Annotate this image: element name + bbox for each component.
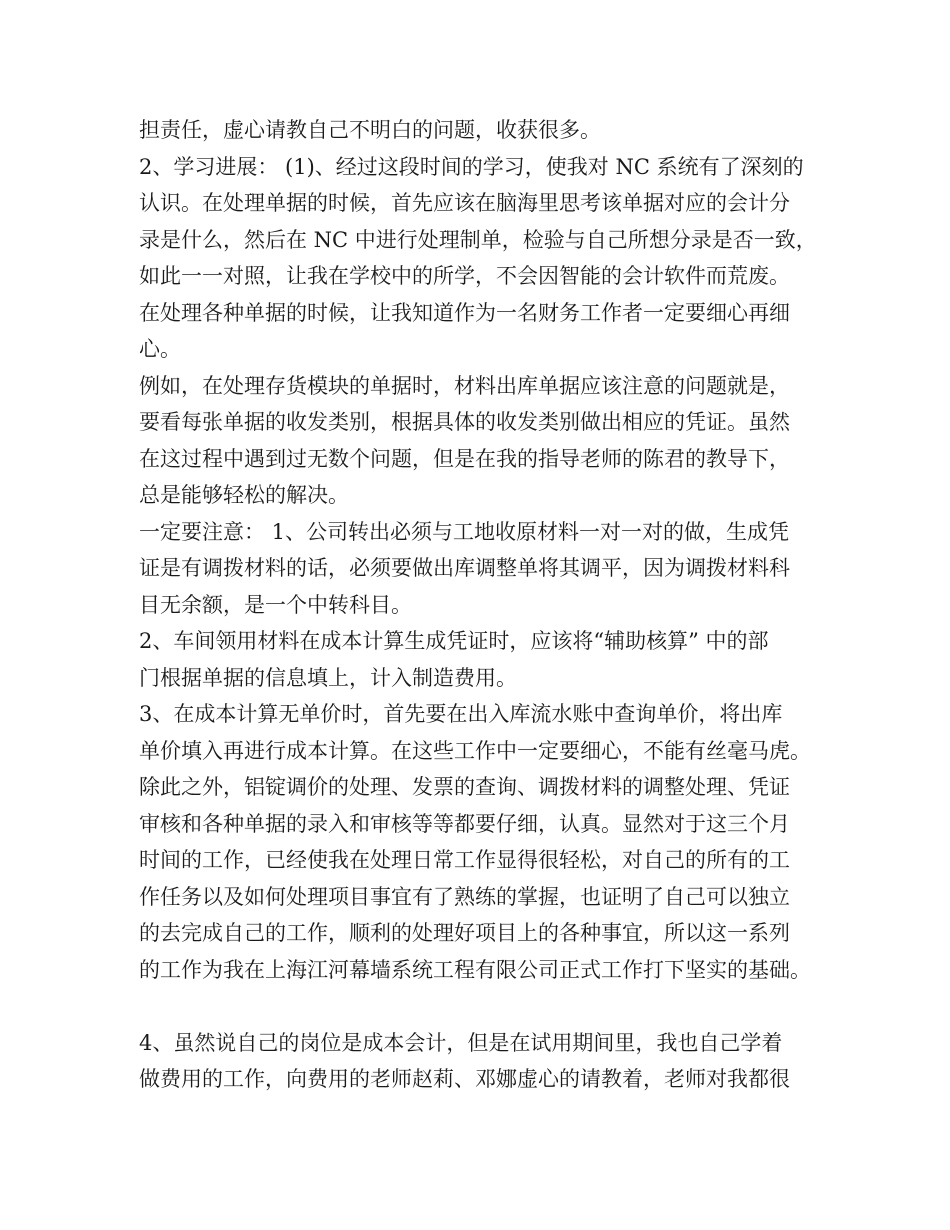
text-line: 如此一一对照，让我在学校中的所学，不会因智能的会计软件而荒废。 xyxy=(139,264,790,288)
text-line: 2、车间领用材料在成本计算生成凭证时，应该将“辅助核算” 中的部 xyxy=(139,629,769,653)
text-line: 要看每张单据的收发类别，根据具体的收发类别做出相应的凭证。虽然 xyxy=(139,410,790,434)
text-line: 在这过程中遇到过无数个问题，但是在我的指导老师的陈君的教导下， xyxy=(139,446,790,471)
text-line: 例如，在处理存货模块的单据时，材料出库单据应该注意的问题就是， xyxy=(139,373,790,398)
text-line: 证是有调拨材料的话，必须要做出库调整单将其调平，因为调拨材料科 xyxy=(139,556,790,580)
document-body xyxy=(139,112,829,1098)
text-line: 2、学习进展： (1)、经过这段时间的学习，使我对 NC 系统有了深刻的 xyxy=(139,154,804,179)
text-line: 总是能够轻松的解决。 xyxy=(139,483,349,507)
text-line: 除此之外，铝锭调价的处理、发票的查询、调拨材料的调整处理、凭证 xyxy=(139,775,790,799)
text-line: 担责任，虚心请教自己不明白的问题，收获很多。 xyxy=(139,118,601,142)
text-line: 在处理各种单据的时候，让我知道作为一名财务工作者一定要细心再细 xyxy=(139,300,790,325)
text-line: 目无余额，是一个中转科目。 xyxy=(139,592,412,617)
text-line: 一定要注意： 1、公司转出必须与工地收原材料一对一对的做，生成凭 xyxy=(139,519,790,544)
paragraph-gap xyxy=(139,988,829,1025)
text-line: 的工作为我在上海江河幕墙系统工程有限公司正式工作打下坚实的基础。 xyxy=(139,957,811,982)
text-line: 单价填入再进行成本计算。在这些工作中一定要细心，不能有丝毫马虎。 xyxy=(139,738,811,763)
text-line: 4、虽然说自己的岗位是成本会计，但是在试用期间里，我也自己学着 xyxy=(139,1030,783,1055)
text-line: 审核和各种单据的录入和审核等等都要仔细，认真。显然对于这三个月 xyxy=(139,811,790,836)
text-line: 时间的工作，已经使我在处理日常工作显得很轻松，对自己的所有的工 xyxy=(139,848,790,872)
text-line: 认识。在处理单据的时候，首先应该在脑海里思考该单据对应的会计分 xyxy=(139,191,790,215)
text-line: 心。 xyxy=(139,337,181,361)
text-line: 录是什么，然后在 NC 中进行处理制单，检验与自己所想分录是否一致， xyxy=(139,227,817,252)
text-line: 做费用的工作，向费用的老师赵莉、邓娜虚心的请教着，老师对我都很 xyxy=(139,1067,790,1091)
text-line: 的去完成自己的工作，顺利的处理好项目上的各种事宜，所以这一系列 xyxy=(139,921,790,945)
text-line: 3、在成本计算无单价时，首先要在出入库流水账中查询单价，将出库 xyxy=(139,702,783,726)
text-line: 作任务以及如何处理项目事宜有了熟练的掌握，也证明了自己可以独立 xyxy=(139,884,790,909)
text-line: 门根据单据的信息填上，计入制造费用。 xyxy=(139,665,517,690)
